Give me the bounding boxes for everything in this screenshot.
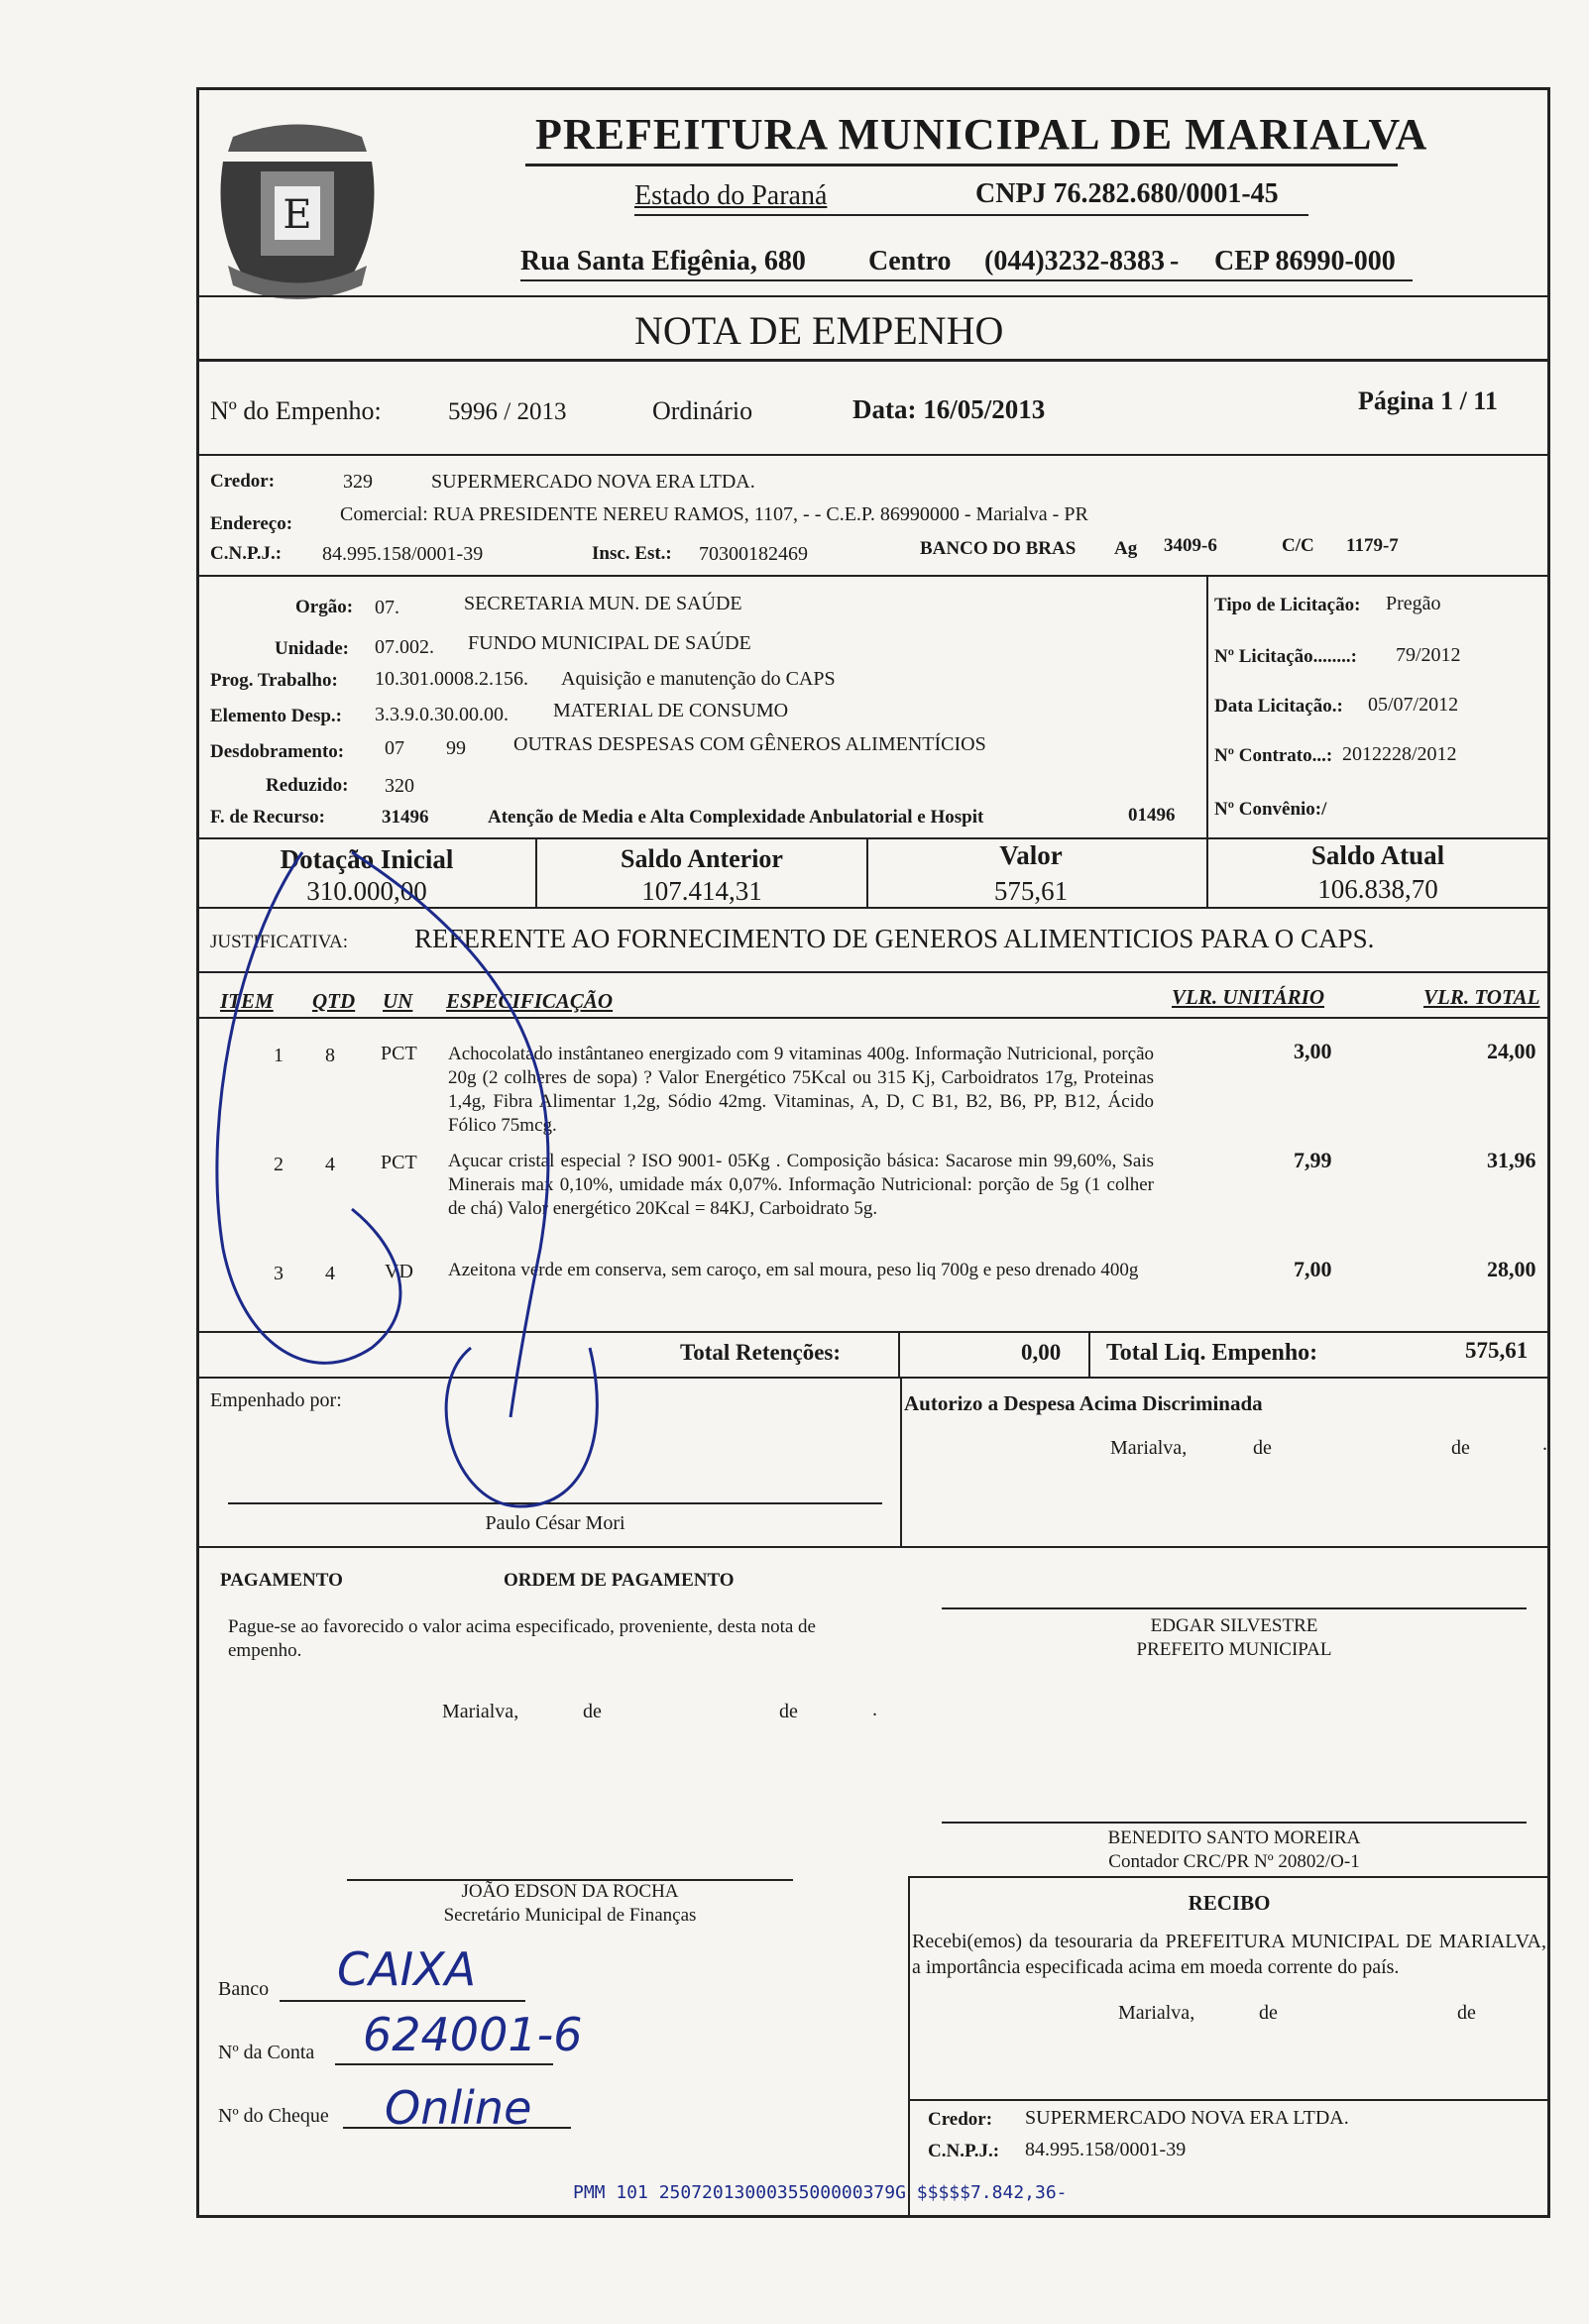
justificativa-label: JUSTIFICATIVA:: [210, 932, 349, 952]
cnpj-label: C.N.P.J.:: [210, 543, 283, 564]
autorizo-label: Autorizo a Despesa Acima Discriminada: [904, 1391, 1263, 1415]
svg-text:E: E: [283, 192, 312, 238]
secretario-role: Secretário Municipal de Finanças: [443, 1905, 697, 1926]
line-4: [196, 575, 1550, 577]
insc-label: Insc. Est.:: [592, 543, 672, 564]
cheque-label: Nº do Cheque: [218, 2105, 329, 2127]
autorizo-place: Marialva,: [1110, 1437, 1188, 1459]
line-address: [520, 279, 1413, 281]
prog-code: 10.301.0008.2.156.: [375, 668, 528, 690]
credor-label: Credor:: [210, 471, 276, 492]
item-unit: 3,00: [1294, 1039, 1332, 1063]
desdob-sub: 99: [446, 737, 466, 759]
cc-label: C/C: [1282, 535, 1314, 556]
reduzido-label: Reduzido:: [266, 775, 349, 796]
secretario-name: JOÃO EDSON DA ROCHA: [461, 1881, 679, 1902]
vline-licitacao: [1206, 575, 1208, 907]
empenhado-name: Paulo César Mori: [485, 1512, 625, 1534]
banco-handwritten: CAIXA: [337, 1942, 477, 1996]
prog-label: Prog. Trabalho:: [210, 670, 338, 691]
phone: (044)3232-8383: [984, 246, 1165, 277]
conta-handwritten: 624001-6: [363, 2008, 583, 2061]
licitacao-data-label: Data Licitação.:: [1214, 696, 1343, 717]
recibo-place: Marialva,: [1118, 2002, 1195, 2024]
conta-line: [335, 2063, 553, 2065]
credor-cnpj: 84.995.158/0001-39: [322, 543, 484, 565]
elemento-label: Elemento Desp.:: [210, 706, 342, 726]
item-unit: 7,00: [1294, 1257, 1332, 1281]
reduzido-value: 320: [385, 775, 414, 797]
prefeito-role: PREFEITO MUNICIPAL: [1136, 1639, 1332, 1660]
saldo-anterior-label: Saldo Anterior: [621, 844, 783, 873]
title-underline: [525, 164, 1398, 166]
total-retencoes-value: 0,00: [1021, 1340, 1062, 1365]
saldo-atual-label: Saldo Atual: [1310, 840, 1445, 870]
credor-code: 329: [343, 471, 373, 493]
item-total: 24,00: [1487, 1039, 1536, 1063]
item-total: 28,00: [1487, 1257, 1536, 1281]
col-item: ITEM: [220, 989, 274, 1013]
autorizo-de1: de: [1253, 1437, 1272, 1459]
valor-value: 575,61: [993, 876, 1069, 906]
item-qtd: 4: [325, 1154, 335, 1175]
line-2: [196, 359, 1550, 362]
doc-title: NOTA DE EMPENHO: [634, 308, 1004, 353]
vline-t2: [1088, 1331, 1090, 1377]
empenho-date: Data: 16/05/2013: [852, 394, 1046, 424]
col-qtd: QTD: [312, 989, 356, 1013]
footer-code: PMM 101 2507201300035500000379G $$$$$7.842,36-: [573, 2182, 1068, 2203]
dotacao-inicial-value: 310.000,00: [306, 876, 427, 906]
desdob-code: 07: [385, 737, 404, 759]
recibo-cnpj-label: C.N.P.J.:: [928, 2141, 1000, 2161]
sig-line-prefeito: [942, 1607, 1527, 1609]
unidade-name: FUNDO MUNICIPAL DE SAÚDE: [468, 632, 751, 654]
saldo-atual-value: 106.838,70: [1317, 874, 1438, 904]
line-11: [196, 1546, 1550, 1548]
credor-address: Comercial: RUA PRESIDENTE NEREU RAMOS, 1107, - - C.E.P. 86990000 - Marialva - PR: [340, 503, 1088, 525]
cheque-handwritten: Online: [385, 2081, 532, 2135]
pagamento-label: PAGAMENTO: [220, 1570, 343, 1591]
ordem-pagamento-label: ORDEM DE PAGAMENTO: [504, 1570, 735, 1591]
licitacao-num-label: Nº Licitação........:: [1214, 646, 1357, 667]
conta-label: Nº da Conta: [218, 2042, 315, 2063]
total-retencoes-label: Total Retenções:: [680, 1340, 842, 1365]
recibo-de2: de: [1457, 2002, 1476, 2024]
dotacao-inicial-label: Dotação Inicial: [280, 844, 454, 874]
item-qtd: 4: [325, 1263, 335, 1284]
banco-line: [280, 2000, 525, 2002]
col-spec: ESPECIFICAÇÃO: [446, 989, 614, 1013]
vline-autorizo: [900, 1377, 902, 1546]
col-total: VLR. TOTAL: [1423, 985, 1540, 1009]
line-3: [196, 454, 1550, 456]
handwritten-signature: [193, 832, 669, 1526]
pague-text: Pague-se ao favorecido o valor acima especificado, proveniente, desta nota de empenho.: [228, 1616, 816, 1661]
saldo-anterior-value: 107.414,31: [641, 876, 762, 906]
item-spec: Achocolatado instântaneo energizado com 9 vitaminas 400g. Informação Nutricional, porção 20g (2 colheres de sopa) ? Valor Energético 75Kcal ou 315 Kj, Carboidratos 17g, Proteinas 1,4g, Fibra Alimentar 1,2g, Sódio 42mg. Vitaminas, A, D, C B1, B2, B6, PP, B12, Ácido Fólico 75mcg.: [448, 1044, 1154, 1136]
bank-label: BANCO DO BRAS: [920, 538, 1077, 559]
pagamento-place: Marialva,: [442, 1701, 519, 1722]
contador-role: Contador CRC/PR Nº 20802/O-1: [1108, 1851, 1360, 1872]
street: Rua Santa Efigênia, 680: [520, 246, 806, 277]
line-recibo-mid: [908, 2099, 1550, 2101]
empenho-label: Nº do Empenho:: [210, 396, 382, 425]
tipo-licitacao-label: Tipo de Licitação:: [1214, 595, 1361, 615]
empenho-type: Ordinário: [652, 396, 753, 425]
district: Centro: [868, 246, 952, 277]
elemento-name: MATERIAL DE CONSUMO: [553, 700, 789, 721]
pagamento-de1: de: [583, 1701, 602, 1722]
credor-insc: 70300182469: [699, 543, 808, 565]
recibo-de1: de: [1259, 2002, 1278, 2024]
orgao-label: Orgão:: [295, 597, 354, 617]
sig-line-contador: [942, 1822, 1527, 1824]
item-number: 2: [274, 1154, 284, 1175]
recurso-label: F. de Recurso:: [210, 807, 325, 828]
valor-label: Valor: [999, 840, 1063, 870]
recurso-code: 31496: [382, 807, 429, 828]
item-spec: Azeitona verde em conserva, sem caroço, em sal moura, peso liq 700g e peso drenado 400g: [448, 1260, 1139, 1280]
line-recibo-top: [908, 1876, 1550, 1878]
item-un: PCT: [381, 1043, 417, 1064]
ag-value: 3409-6: [1164, 535, 1217, 556]
item-qtd: 8: [325, 1045, 335, 1066]
item-total: 31,96: [1487, 1148, 1536, 1172]
cc-value: 1179-7: [1346, 535, 1399, 556]
recibo-label: RECIBO: [1188, 1891, 1271, 1915]
item-unit: 7,99: [1294, 1148, 1332, 1172]
credor-name: SUPERMERCADO NOVA ERA LTDA.: [431, 471, 755, 493]
total-liquido-value: 575,61: [1465, 1338, 1529, 1363]
orgao-code: 07.: [375, 597, 399, 618]
autorizo-dot: .: [1542, 1433, 1547, 1455]
col-un: UN: [383, 989, 413, 1013]
autorizo-de2: de: [1451, 1437, 1470, 1459]
contrato-label: Nº Contrato...:: [1214, 745, 1333, 766]
empenho-number: 5996 / 2013: [448, 398, 567, 425]
pagamento-de2: de: [779, 1701, 798, 1722]
cep: CEP 86990-000: [1214, 246, 1396, 277]
line-state: [634, 214, 1308, 216]
recibo-credor-label: Credor:: [928, 2109, 993, 2130]
unidade-code: 07.002.: [375, 636, 434, 658]
pagamento-dot: .: [872, 1699, 877, 1720]
convenio-label: Nº Convênio:/: [1214, 799, 1327, 820]
recurso-name: Atenção de Media e Alta Complexidade Anbulatorial e Hospit: [488, 807, 984, 828]
total-liquido-label: Total Liq. Empenho:: [1106, 1340, 1318, 1366]
licitacao-num: 79/2012: [1396, 644, 1461, 666]
state-name: Estado do Paraná: [634, 180, 828, 211]
item-un: PCT: [381, 1152, 417, 1173]
contador-name: BENEDITO SANTO MOREIRA: [1107, 1827, 1361, 1848]
prefeito-name: EDGAR SILVESTRE: [1150, 1615, 1318, 1636]
coat-of-arms-logo: [203, 117, 392, 310]
vline-recibo: [908, 1876, 910, 2218]
banco-label: Banco: [218, 1978, 270, 2000]
line-1: [196, 295, 1550, 297]
desdob-name: OUTRAS DESPESAS COM GÊNEROS ALIMENTÍCIOS: [513, 733, 986, 755]
page-number: Página 1 / 11: [1358, 387, 1498, 415]
orgao-name: SECRETARIA MUN. DE SAÚDE: [464, 593, 742, 614]
contrato-value: 2012228/2012: [1342, 743, 1457, 765]
recurso-num: 01496: [1128, 805, 1176, 826]
cnpj-header: CNPJ 76.282.680/0001-45: [975, 178, 1279, 209]
recibo-cnpj: 84.995.158/0001-39: [1025, 2139, 1187, 2160]
vline-v2: [866, 837, 868, 907]
col-unit: VLR. UNITÁRIO: [1172, 985, 1325, 1009]
item-spec: Açucar cristal especial ? ISO 9001- 05Kg . Composição básica: Sacarose min 99,60%, Sais Minerais max 0,10%, umidade máx 0,07%. Informação Nutricional: porção de 5g (1 colher de chá) Valor energético 20Kcal = 84KJ, Carboidrato 5g.: [448, 1151, 1154, 1219]
prog-name: Aquisição e manutenção do CAPS: [561, 668, 836, 690]
elemento-code: 3.3.9.0.30.00.00.: [375, 704, 509, 725]
item-un: VD: [385, 1261, 413, 1282]
ag-label: Ag: [1114, 538, 1138, 559]
desdob-label: Desdobramento:: [210, 741, 345, 762]
dash: -: [1170, 246, 1180, 277]
recibo-credor: SUPERMERCADO NOVA ERA LTDA.: [1025, 2107, 1349, 2129]
justificativa-text: REFERENTE AO FORNECIMENTO DE GENEROS ALIMENTICIOS PARA O CAPS.: [414, 924, 1375, 953]
unidade-label: Unidade:: [275, 638, 349, 659]
item-number: 3: [274, 1263, 284, 1284]
licitacao-data: 05/07/2012: [1368, 694, 1459, 716]
empenhado-label: Empenhado por:: [210, 1389, 342, 1411]
prefeitura-title: PREFEITURA MUNICIPAL DE MARIALVA: [535, 110, 1428, 159]
item-number: 1: [274, 1045, 284, 1066]
vline-t1: [898, 1331, 900, 1377]
address-label: Endereço:: [210, 513, 293, 534]
recibo-text: Recebi(emos) da tesouraria da PREFEITURA MUNICIPAL DE MARIALVA, a importância especificada acima em moeda corrente do país.: [912, 1931, 1546, 1978]
tipo-licitacao-value: Pregão: [1386, 593, 1441, 614]
